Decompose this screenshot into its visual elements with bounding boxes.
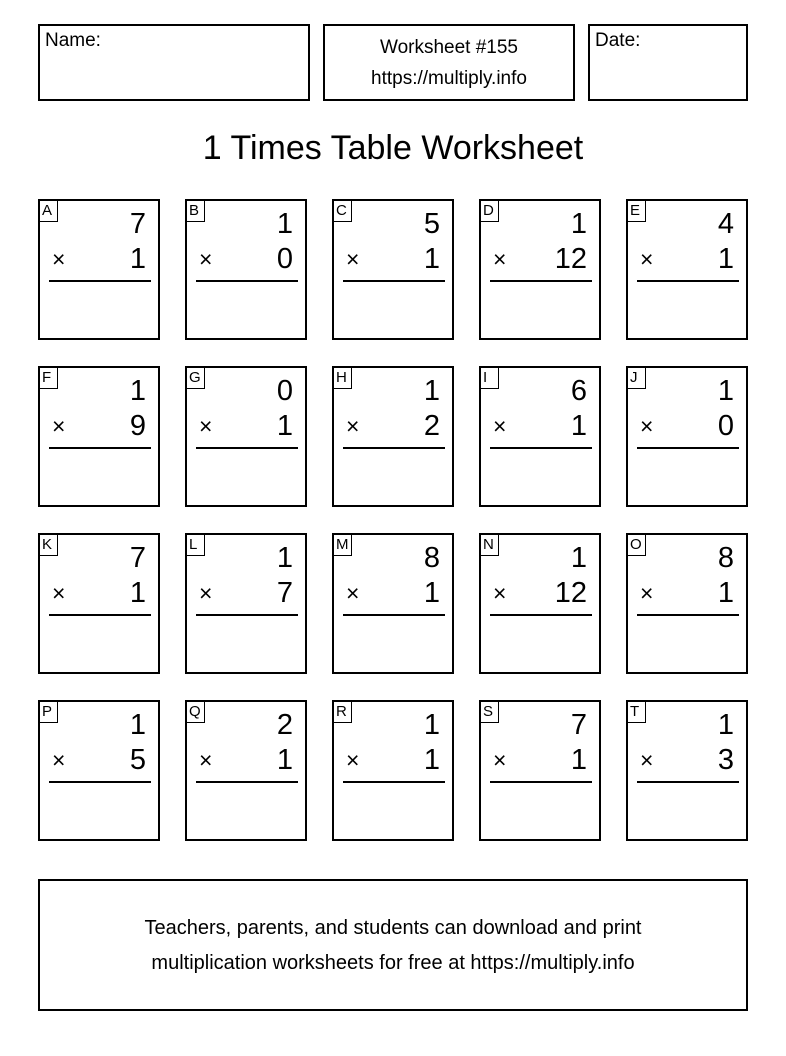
footer-line-2: multiplication worksheets for free at https://multiply.info: [151, 952, 635, 974]
answer-line: [49, 614, 151, 616]
problem-letter: K: [40, 535, 58, 556]
problem-card[interactable]: [626, 533, 748, 674]
problem-top-number: 1: [276, 542, 293, 574]
answer-line: [196, 781, 298, 783]
problem-card[interactable]: [479, 199, 601, 340]
times-sign: ×: [199, 747, 213, 773]
problem-letter: L: [187, 535, 205, 556]
problem-letter: H: [334, 368, 352, 389]
answer-line: [343, 614, 445, 616]
problem-top-number: 8: [423, 542, 440, 574]
times-sign: ×: [346, 413, 360, 439]
problem-letter: Q: [187, 702, 205, 723]
problem-bottom-number: 1: [276, 410, 293, 442]
times-sign: ×: [199, 413, 213, 439]
problem-top-number: 6: [570, 375, 587, 407]
problem-bottom-number: 5: [129, 744, 146, 776]
problem-bottom-number: 0: [717, 410, 734, 442]
answer-line: [196, 614, 298, 616]
problem-bottom-number: 1: [129, 243, 146, 275]
problem-top-number: 7: [129, 208, 146, 240]
times-sign: ×: [493, 246, 507, 272]
times-sign: ×: [346, 747, 360, 773]
problem-bottom-number: 3: [717, 744, 734, 776]
times-sign: ×: [52, 580, 66, 606]
problem-letter: E: [628, 201, 646, 222]
problem-top-number: 5: [423, 208, 440, 240]
problem-letter: S: [481, 702, 499, 723]
problem-card[interactable]: [626, 700, 748, 841]
problem-top-number: 1: [423, 709, 440, 741]
problem-card[interactable]: [332, 366, 454, 507]
answer-line: [637, 614, 739, 616]
answer-line: [343, 280, 445, 282]
name-label: Name:: [45, 30, 101, 51]
problem-letter: R: [334, 702, 352, 723]
times-sign: ×: [199, 580, 213, 606]
problem-top-number: 7: [129, 542, 146, 574]
footer-line-1: Teachers, parents, and students can download and print: [144, 917, 642, 939]
problem-bottom-number: 7: [276, 577, 293, 609]
times-sign: ×: [493, 413, 507, 439]
times-sign: ×: [346, 580, 360, 606]
answer-line: [637, 447, 739, 449]
problem-letter: D: [481, 201, 499, 222]
answer-line: [196, 280, 298, 282]
problem-letter: I: [481, 368, 499, 389]
problem-top-number: 7: [570, 709, 587, 741]
name-field-box[interactable]: [38, 24, 310, 101]
problem-bottom-number: 1: [423, 243, 440, 275]
problem-top-number: 1: [717, 375, 734, 407]
answer-line: [490, 447, 592, 449]
problem-top-number: 8: [717, 542, 734, 574]
problem-card[interactable]: [332, 199, 454, 340]
problem-letter: J: [628, 368, 646, 389]
problem-bottom-number: 1: [717, 243, 734, 275]
problem-bottom-number: 9: [129, 410, 146, 442]
worksheet-number: Worksheet #155: [379, 37, 518, 58]
problem-bottom-number: 12: [554, 243, 587, 275]
problem-card[interactable]: [38, 533, 160, 674]
times-sign: ×: [640, 246, 654, 272]
problem-letter: B: [187, 201, 205, 222]
problem-letter: A: [40, 201, 58, 222]
times-sign: ×: [199, 246, 213, 272]
problem-card[interactable]: [38, 199, 160, 340]
problem-top-number: 1: [276, 208, 293, 240]
page-title: 1 Times Table Worksheet: [202, 129, 584, 167]
answer-line: [490, 781, 592, 783]
problem-letter: P: [40, 702, 58, 723]
problem-top-number: 4: [717, 208, 734, 240]
problem-bottom-number: 0: [276, 243, 293, 275]
times-sign: ×: [640, 413, 654, 439]
times-sign: ×: [52, 413, 66, 439]
problem-card[interactable]: [185, 700, 307, 841]
answer-line: [49, 447, 151, 449]
answer-line: [196, 447, 298, 449]
date-label: Date:: [595, 30, 641, 51]
problem-letter: G: [187, 368, 205, 389]
answer-line: [637, 280, 739, 282]
problem-card[interactable]: [38, 366, 160, 507]
problem-letter: C: [334, 201, 352, 222]
problem-letter: N: [481, 535, 499, 556]
problem-letter: F: [40, 368, 58, 389]
times-sign: ×: [52, 747, 66, 773]
problem-card[interactable]: [332, 533, 454, 674]
worksheet-url: https://multiply.info: [371, 68, 527, 89]
problem-top-number: 1: [570, 208, 587, 240]
answer-line: [49, 781, 151, 783]
problem-letter: M: [334, 535, 352, 556]
answer-line: [490, 280, 592, 282]
answer-line: [343, 447, 445, 449]
problem-top-number: 1: [717, 709, 734, 741]
problem-top-number: 1: [423, 375, 440, 407]
times-sign: ×: [493, 747, 507, 773]
problem-bottom-number: 12: [554, 577, 587, 609]
problem-top-number: 1: [570, 542, 587, 574]
answer-line: [49, 280, 151, 282]
times-sign: ×: [493, 580, 507, 606]
problem-card[interactable]: [185, 366, 307, 507]
problem-card[interactable]: [626, 199, 748, 340]
problem-bottom-number: 1: [276, 744, 293, 776]
problem-card[interactable]: [626, 366, 748, 507]
problem-bottom-number: 1: [717, 577, 734, 609]
problem-card[interactable]: [479, 700, 601, 841]
times-sign: ×: [346, 246, 360, 272]
problem-top-number: 1: [129, 709, 146, 741]
problem-letter: O: [628, 535, 646, 556]
problem-card[interactable]: [185, 533, 307, 674]
times-sign: ×: [640, 747, 654, 773]
answer-line: [637, 781, 739, 783]
problem-top-number: 2: [276, 709, 293, 741]
problem-letter: T: [628, 702, 646, 723]
times-sign: ×: [640, 580, 654, 606]
problem-card[interactable]: [332, 700, 454, 841]
problem-card[interactable]: [38, 700, 160, 841]
problem-bottom-number: 2: [423, 410, 440, 442]
answer-line: [490, 614, 592, 616]
problem-card[interactable]: [479, 366, 601, 507]
footer-box: [38, 879, 748, 1011]
problem-card[interactable]: [185, 199, 307, 340]
problem-bottom-number: 1: [129, 577, 146, 609]
times-sign: ×: [52, 246, 66, 272]
date-field-box[interactable]: [588, 24, 748, 101]
problem-bottom-number: 1: [570, 410, 587, 442]
answer-line: [343, 781, 445, 783]
problem-bottom-number: 1: [423, 744, 440, 776]
problem-bottom-number: 1: [423, 577, 440, 609]
problem-top-number: 0: [276, 375, 293, 407]
problem-bottom-number: 1: [570, 744, 587, 776]
problem-card[interactable]: [479, 533, 601, 674]
problem-top-number: 1: [129, 375, 146, 407]
worksheet-info-box: [323, 24, 575, 101]
